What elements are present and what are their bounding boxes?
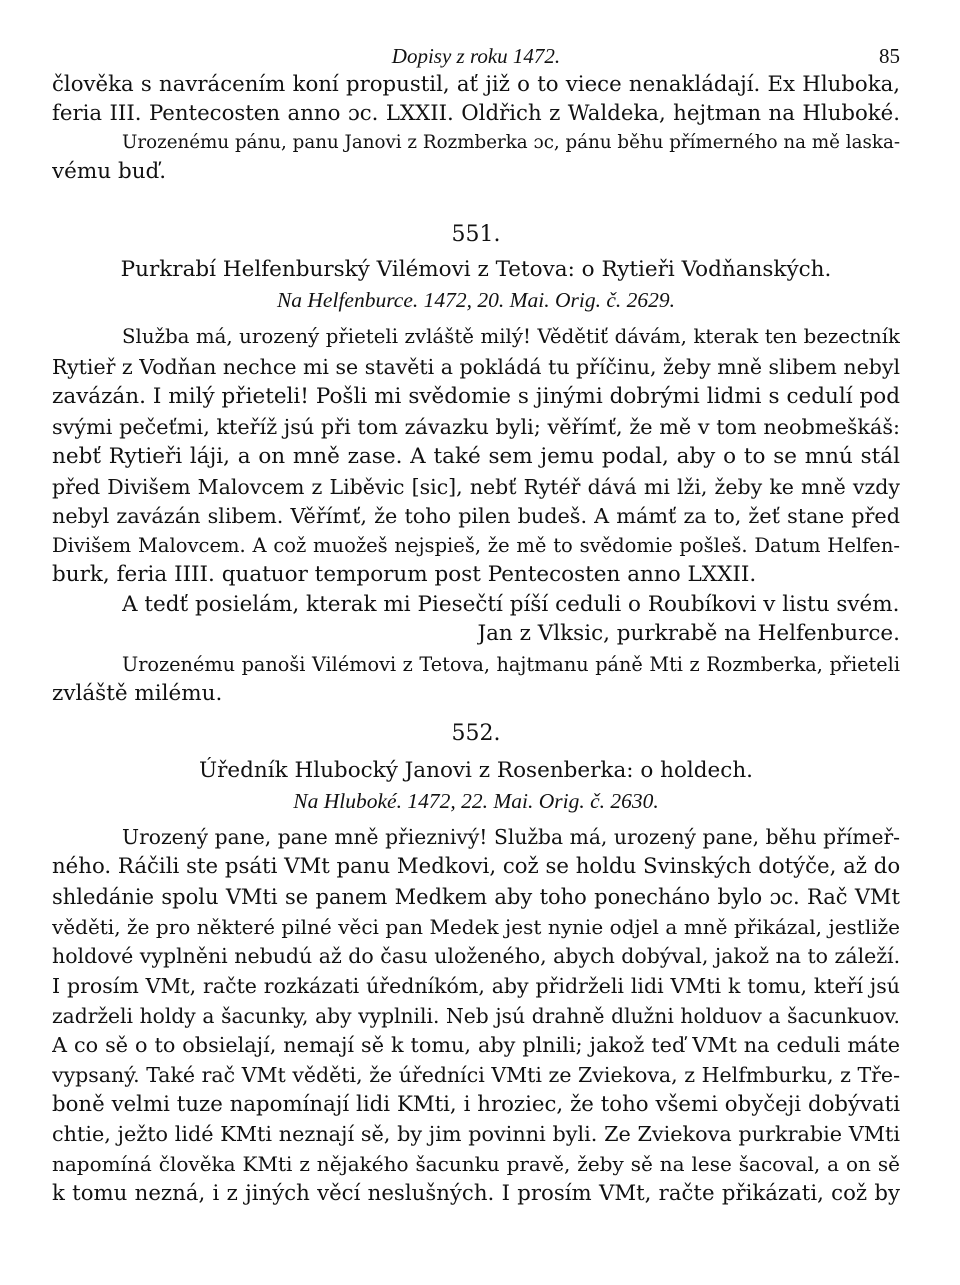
letter-heading: Purkrabí Helfenburský Vilémovi z Tetova: o Rytieři Vodňanských.: [120, 257, 832, 282]
letter-source: Na Hluboké. 1472, 22. Mai. Orig. č. 2630.: [293, 789, 659, 813]
text-line: Divišem Malovcem. A což muožeš nejspieš, že mě to svědomie pošleš. Datum Helfen-: [52, 534, 900, 557]
page-number: 85: [879, 44, 900, 68]
text-line: Urozený pane, pane mně přieznivý! Služba má, urozený pane, běhu přímeř-: [122, 825, 900, 849]
text-line: nebť Rytieři láji, a on mně zase. A také sem jemu podal, aby o to se mnú stál: [52, 444, 900, 469]
text-line: člověka s navrácením koní propustil, ať již o to viece nenakládají. Ex Hluboka,: [52, 72, 900, 97]
text-line: Služba má, urozený přieteli zvláště milý! Vědětiť dávám, kterak ten bezectník: [122, 325, 900, 348]
text-line: chtie, ježto lidé KMti neznají sě, by jim povinni byli. Ze Zviekova purkrabie VMti: [52, 1122, 900, 1146]
postscript: A tedť posielám, kterak mi Piesečtí píší ceduli o Roubíkovi v listu svém.: [122, 592, 900, 617]
text-line: vému buď.: [52, 159, 167, 184]
text-line: před Divišem Malovcem z Liběvic [sic], nebť Rytéř dává mi lži, žeby ke mně vzdy: [52, 475, 900, 499]
text-line: zadrželi holdy a šacunky, aby vyplnili. Neb jsú drahně dlužni holduov a šacunkuov.: [52, 1004, 900, 1028]
text-line: I prosím VMt, račte rozkázati úředníkóm, aby přidrželi lidi VMti k tomu, kteří jsú: [52, 974, 900, 998]
text-line: holdové vyplněni nebudú až do času uloženého, abych dobýval, jakož na to záleží.: [52, 944, 900, 968]
text-line: feria III. Pentecosten anno ɔc. LXXII. Oldřich z Waldeka, hejtman na Hluboké.: [52, 101, 900, 126]
letter-source: Na Helfenburce. 1472, 20. Mai. Orig. č. 2629.: [276, 288, 676, 312]
text-line: burk, feria IIII. quatuor temporum post Pentecosten anno LXXII.: [52, 562, 757, 587]
text-line: shledánie spolu VMti se panem Medkem aby toho ponecháno bylo ɔc. Rač VMt: [52, 885, 900, 909]
text-line: Urozenému pánu, panu Janovi z Rozmberka ɔc, pánu běhu přímerného na mě laska-: [122, 132, 900, 153]
text-line: A co sě o to obsielají, nemají sě k tomu, aby plnili; jakož teď VMt na ceduli máte: [52, 1033, 900, 1057]
text-line: věděti, že pro některé pilné věci pan Medek jest nynie odjel a mně přikázal, jestliže: [52, 915, 900, 939]
running-header-title: Dopisy z roku 1472.: [391, 44, 561, 68]
text-line: vypsaný. Také rač VMt věděti, že úředníci VMti ze Zviekova, z Helfmburku, z Tře-: [52, 1063, 900, 1087]
letter-number: 551.: [451, 222, 501, 247]
signature: Jan z Vlksic, purkrabě na Helfenburce.: [477, 621, 900, 646]
text-line: zavázán. I milý přieteli! Pošli mi svědomie s jinými dobrými lidmi s cedulí pod: [52, 384, 900, 409]
text-line: ného. Ráčili ste psáti VMt panu Medkovi, což se holdu Svinských dotýče, až do: [52, 854, 900, 879]
letter-number: 552.: [451, 721, 501, 746]
address-line: Urozenému panoši Vilémovi z Tetova, hajtmanu páně Mti z Rozmberka, přieteli: [122, 653, 900, 676]
text-line: napomíná člověka KMti z nějakého šacunku pravě, žeby sě na lese šacoval, a on sě: [52, 1152, 900, 1176]
address-line: zvláště milému.: [52, 681, 223, 706]
letter-heading: Úředník Hlubocký Janovi z Rosenberka: o holdech.: [198, 758, 754, 783]
text-line: boně velmi tuze napomínají lidi KMti, i hroziec, že toho všemi obyčeji dobývati: [52, 1092, 900, 1117]
text-line: k tomu nezná, i z jiných věcí neslušných. I prosím VMt, račte přikázati, což by: [52, 1181, 900, 1206]
text-line: Rytieř z Vodňan nechce mi se stavěti a pokládá tu příčinu, žeby mně slibem nebyl: [52, 355, 900, 379]
text-line: svými pečeťmi, kteříž jsú při tom závazku byli; věřímť, že mě v tom neobmeškáš:: [52, 415, 900, 439]
text-line: nebyl zavázán slibem. Věřímť, že toho pilen budeš. A mámť za to, žeť stane před: [52, 504, 900, 528]
